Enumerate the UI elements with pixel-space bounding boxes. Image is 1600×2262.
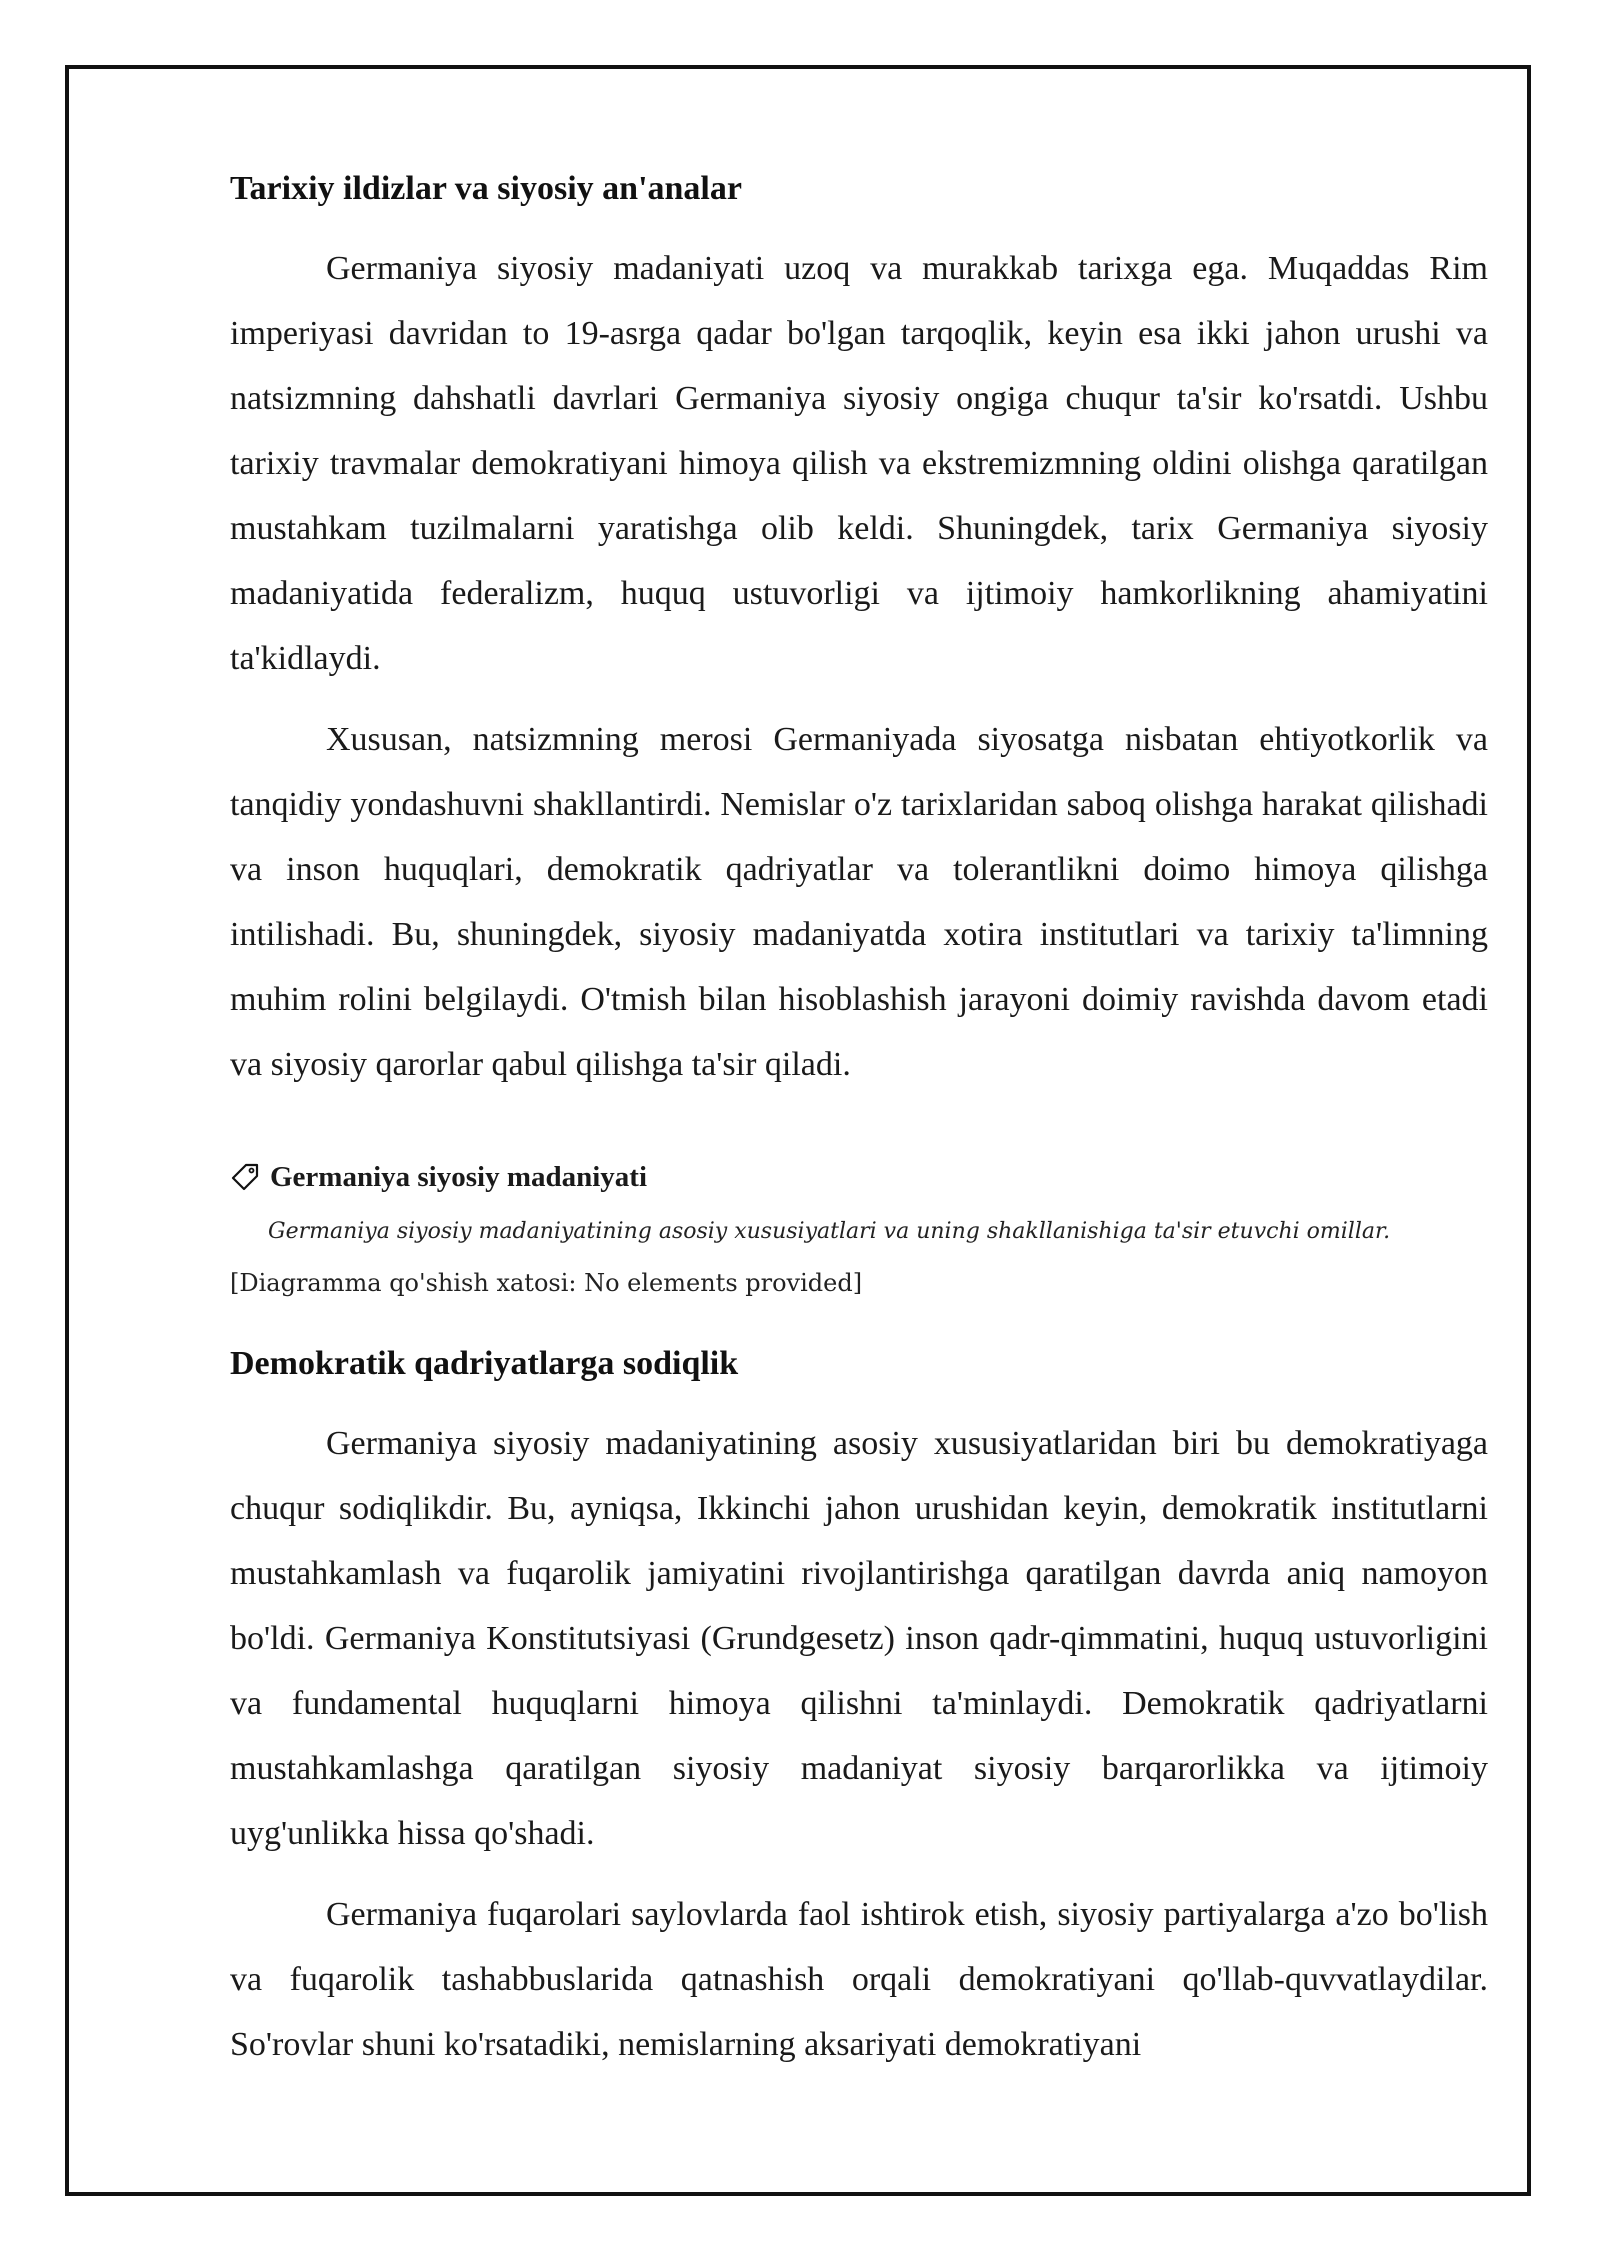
figure-error-message: [Diagramma qo'shish xatosi: No elements provided] xyxy=(230,1269,863,1297)
paragraph: Germaniya fuqarolari saylovlarda faol ishtirok etish, siyosiy partiyalarga a'zo bo'lish va fuqarolik tashabbuslarida qatnashish orqali demokratiyani qo'llab-quvvatlaydilar. So'rovlar shuni ko'rsatadiki, nemislarning aksariyati demokratiyani xyxy=(230,1896,1488,2063)
paragraph: Germaniya siyosiy madaniyatining asosiy xususiyatlaridan biri bu demokratiyaga chuqur sodiqlikdir. Bu, ayniqsa, Ikkinchi jahon urushidan keyin, demokratik institutlarni mustahkamlash va fuqarolik jamiyatini rivojlantirishga qaratilgan davrda aniq namoyon bo'ldi. Germaniya Konstitutsiyasi (Grundgesetz) inson qadr-qimmatini, huquq ustuvorligini va fundamental huquqlarni himoya qilishni ta'minlaydi. Demokratik qadriyatlarni mustahkamlashga qaratilgan siyosiy madaniyat siyosiy barqarorlikka va ijtimoiy uyg'unlikka hissa qo'shadi. xyxy=(230,1425,1488,1852)
diagram-figure xyxy=(230,1159,1488,1299)
paragraph: Germaniya siyosiy madaniyati uzoq va murakkab tarixga ega. Muqaddas Rim imperiyasi davridan to 19-asrga qadar bo'lgan tarqoqlik, keyin esa ikki jahon urushi va natsizmning dahshatli davrlari Germaniya siyosiy ongiga chuqur ta'sir ko'rsatdi. Ushbu tarixiy travmalar demokratiyani himoya qilish va ekstremizmning oldini olishga qaratilgan mustahkam tuzilmalarni yaratishga olib keldi. Shuningdek, tarix Germaniya siyosiy madaniyatida federalizm, huquq ustuvorligi va ijtimoiy hamkorlikning ahamiyatini ta'kidlaydi. xyxy=(230,250,1488,677)
paragraph: Xususan, natsizmning merosi Germaniyada siyosatga nisbatan ehtiyotkorlik va tanqidiy yondashuvni shakllantirdi. Nemislar o'z tarixlaridan saboq olishga harakat qilishadi va inson huquqlari, demokratik qadriyatlar va tolerantlikni doimo himoya qilishga intilishadi. Bu, shuningdek, siyosiy madaniyatda xotira institutlari va tarixiy ta'limning muhim rolini belgilaydi. O'tmish bilan hisoblashish jarayoni doimiy ravishda davom etadi va siyosiy qarorlar qabul qilishga ta'sir qiladi. xyxy=(230,721,1488,1083)
figure-caption: Germaniya siyosiy madaniyatining asosiy xususiyatlari va uning shakllanishiga ta'sir etuvchi omillar. xyxy=(268,1219,1391,1244)
figure-title-text: Germaniya siyosiy madaniyati xyxy=(270,1161,648,1193)
document-content xyxy=(230,168,1488,2093)
section-heading-democratic-values: Demokratik qadriyatlarga sodiqlik xyxy=(230,1345,739,1382)
tag-icon xyxy=(230,1162,260,1192)
figure-title xyxy=(230,1159,1488,1195)
section-heading-historical-roots: Tarixiy ildizlar va siyosiy an'analar xyxy=(230,170,742,207)
